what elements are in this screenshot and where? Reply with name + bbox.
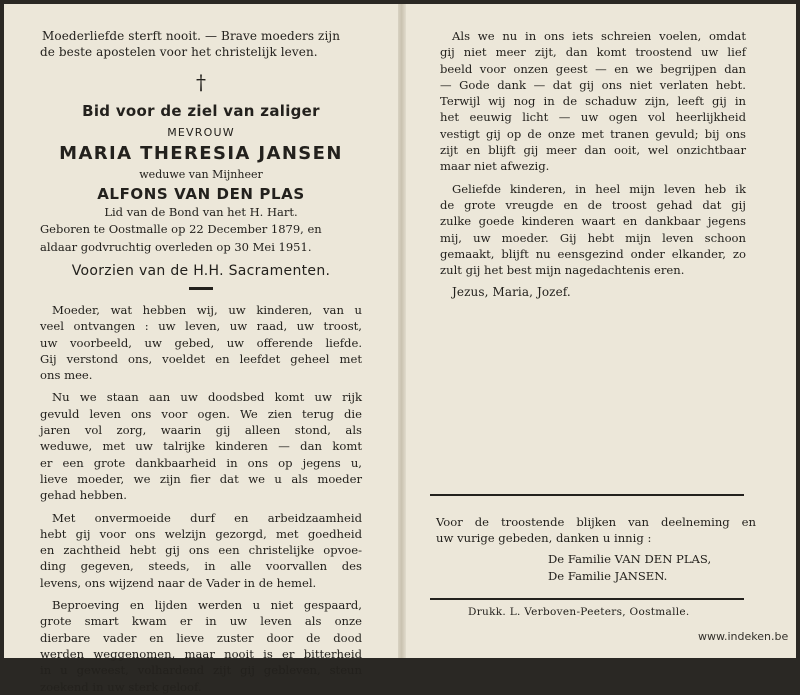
rule-bottom — [430, 598, 744, 600]
divider — [189, 287, 213, 290]
text-line: werden weggenomen, maar nooit is er bitterheid — [40, 646, 362, 661]
widow-of: weduwe van Mijnheer — [139, 168, 263, 181]
text-line: Moeder, wat hebben wij, uw kinderen, van u — [52, 303, 362, 317]
husband-name: ALFONS VAN DEN PLAS — [97, 185, 305, 203]
text-line: weduwe, met uw talrijke kinderen — dan komt — [40, 439, 362, 454]
text-line: het eeuwig licht — uw ogen vol heerlijkheid — [440, 110, 746, 125]
text-line: uw vurige gebeden, danken u innig : — [436, 531, 652, 546]
text-line: maar niet afwezig. — [440, 159, 550, 174]
text-line: dierbare vader en lieve zuster door de dood — [40, 630, 362, 645]
text-line: ons mee. — [40, 368, 93, 383]
family-jansen: De Familie JANSEN. — [548, 569, 668, 583]
watermark: www.indeken.be — [698, 630, 789, 643]
text-line: Terwijl wij nog in de schaduw zijn, leeft gij in — [440, 94, 746, 109]
title-mevrouw: MEVROUW — [167, 126, 235, 139]
text-line: grote smart kwam er in uw leven als onze — [40, 614, 362, 629]
text-line: de grote vreugde en de troost gehad dat gij — [440, 197, 746, 212]
closing-prayer: Jezus, Maria, Jozef. — [452, 285, 571, 300]
sacraments: Voorzien van de H.H. Sacramenten. — [71, 263, 331, 279]
text-line: — Gode dank — dat gij ons niet verlaten hebt. — [440, 77, 746, 92]
rule-top — [430, 494, 744, 496]
text-line: Voor de troostende blijken van deelneming en — [436, 515, 756, 529]
text-line: ding gegeven, steeds, in alle voorvallen des — [40, 559, 362, 574]
text-line: lieve moeder, we zijn fier dat we u als moeder — [40, 471, 362, 486]
text-line: uw voorbeeld, uw gebed, uw offerende liefde. — [40, 335, 362, 350]
deceased-name: MARIA THERESIA JANSEN — [59, 143, 343, 164]
text-line: mij, uw moeder. Gij hebt mijn leven schoon — [440, 230, 746, 245]
motto-line-1: Moederliefde sterft nooit. — Brave moeders zijn — [42, 29, 341, 43]
text-line: Gij verstond ons, voeldet en leefdet geheel met — [40, 351, 362, 366]
text-line: levens, ons wijzend naar de Vader in de hemel. — [40, 575, 317, 590]
text-line: gij niet meer zijt, dan komt troostend uw lief — [440, 45, 746, 60]
membership: Lid van de Bond van het H. Hart. — [104, 205, 298, 219]
left-panel — [4, 4, 398, 694]
family-van-den-plas: De Familie VAN DEN PLAS, — [548, 552, 712, 566]
text-line: Nu we staan aan uw doodsbed komt uw rijk — [52, 390, 362, 405]
text-line: Geliefde kinderen, in heel mijn leven heb ik — [452, 181, 746, 196]
right-paragraph-2 — [440, 181, 746, 279]
text-line: jaren vol zorg, waarin gij alleen stond, als — [40, 423, 362, 438]
left-paragraph-4 — [40, 597, 362, 695]
text-line: veel ontvangen : uw leven, uw raad, uw troost, — [40, 319, 362, 334]
printer-line: Drukk. L. Verboven-Peeters, Oostmalle. — [468, 606, 690, 618]
left-paragraph-1 — [40, 302, 362, 383]
text-line: er een grote dankbaarheid in ons op jegens u, — [40, 455, 362, 470]
text-line: gehad hebben. — [40, 488, 127, 503]
text-line: zult gij het best mijn nagedachtenis eren. — [440, 263, 685, 278]
text-line: gemaakt, blijft nu eensgezind onder elkander, zo — [440, 246, 746, 261]
text-line: Als we nu in ons iets schreien voelen, omdat — [452, 29, 746, 43]
text-line: zijt en blijft gij meer dan ooit, wel onzichtbaar — [440, 143, 746, 158]
card-fold — [398, 4, 406, 658]
text-line: hebt gij voor ons welzijn gezorgd, met goedheid — [40, 526, 362, 541]
text-line: gevuld leven ons voor ogen. We zien terug die — [40, 406, 362, 421]
text-line: en zachtheid hebt gij ons een christelijke opvoe- — [40, 543, 362, 558]
death-line: aldaar godvruchtig overleden op 30 Mei 1951. — [40, 240, 312, 254]
left-paragraph-2 — [40, 389, 362, 503]
thanks-block — [436, 514, 756, 547]
motto-line-2: de beste apostelen voor het christelijk leven. — [40, 45, 318, 59]
text-line: Beproeving en lijden werden u niet gespaard, — [52, 598, 362, 613]
birth-line: Geboren te Oostmalle op 22 December 1879, en — [40, 222, 322, 236]
text-line: vestigt gij op de onze met tranen gevuld; bij ons — [440, 126, 746, 141]
family-signatures — [548, 551, 711, 585]
text-line: beeld voor onzen geest — en we begrijpen dan — [440, 61, 746, 76]
text-line: zulke goede kinderen waart en dankbaar jegens — [440, 214, 746, 229]
prayer-heading: Bid voor de ziel van zaliger — [82, 102, 320, 120]
text-line: zoekend in uw sterk geloof. — [40, 679, 202, 694]
motto — [40, 28, 362, 60]
text-line: Met onvermoeide durf en arbeidzaamheid — [52, 510, 362, 525]
left-paragraph-3 — [40, 510, 362, 591]
text-line: in u geweest, volhardend zijt gij gebleven, steun — [40, 663, 362, 678]
right-paragraph-1 — [440, 28, 746, 175]
cross-icon: † — [196, 70, 206, 94]
